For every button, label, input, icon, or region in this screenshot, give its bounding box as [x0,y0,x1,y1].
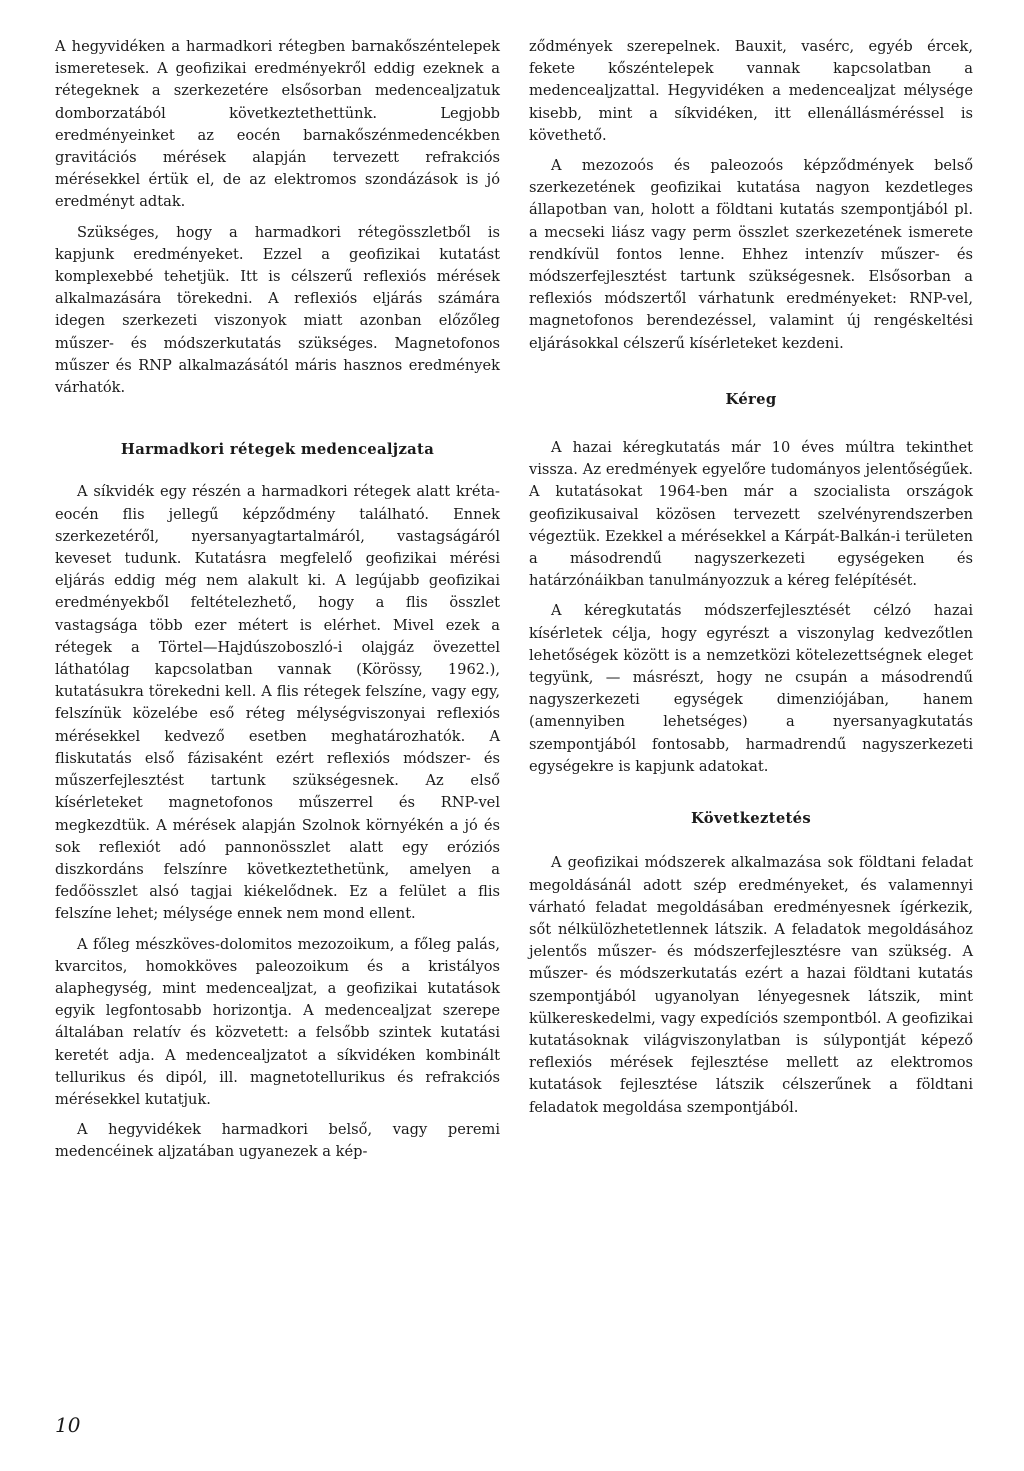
paragraph-right-4: A kéregkutatás módszerfejlesztését célzó hazai kísérletek célja, hogy egyrészt a viszonylag kedvezőtlen lehetőségek között is a nemzetközi kötelezettségnek eleget tegyünk, — másrészt, hogy ne csupán a másodrendű nagyszerkezeti egységek dimenziójában, hanem (amennyiben lehetséges) a nyersanyagkutatás szempontjából fontosabb, harmadrendű nagyszerkezeti egységekre is kapjunk adatokat. [529,602,973,775]
paragraph-left-1: A hegyvidéken a harmadkori rétegben barnakőszéntelepek ismeretesek. A geofizikai eredményekről eddig ezeknek a rétegeknek a szerkezetére elsősorban medencealjzatuk domborzatából következtethettünk. Legjobb eredményeinket az eocén barnakőszénmedencékben gravitációs mérések alapján tervezett refrakciós mérésekkel értük el, de az elektromos szondázások is jó eredményt adtak. [55,38,500,211]
paragraph-left-2: Szükséges, hogy a harmadkori rétegösszletből is kapjunk eredményeket. Ezzel a geofizikai kutatást komplexebbé tehetjük. Itt is célszerű reflexiós mérések alkalmazására törekedni. A reflexiós eljárás számára idegen szerkezeti viszonyok miatt azonban előzőleg műszer- és módszerkutatás szükséges. Magnetofonos műszer és RNP alkalmazásától máris hasznos eredmények várhatók. [55,223,500,397]
paragraph-right-1: ződmények szerepelnek. Bauxit, vasérc, egyéb ércek, fekete kőszéntelepek vannak kapcsolatban a medencealjzattal. Hegyvidéken a medencealjzat mélysége kisebb, mint a síkvidéken, itt ellenállásméréssel is követhető. [529,38,973,144]
page-number: 10 [55,1413,81,1437]
paragraph-left-5: A hegyvidékek harmadkori belső, vagy peremi medencéinek aljzatában ugyanezek a kép- [55,1121,500,1161]
right-column [529,36,973,1119]
section-heading-kereg: Kéreg [725,390,777,408]
paragraph-left-4: A főleg mészköves-dolomitos mezozoikum, a főleg palás, kvarcitos, homokköves paleozoikum és a kristályos alaphegység, mint medencealjzat, a geofizikai kutatások egyik legfontosabb horizontja. A medencealjzat szerepe általában relatív és közvetett: a felsőbb szintek kutatási keretét adja. A medencealjzatot a síkvidéken kombinált tellurikus és dipól, ill. magnetotellurikus és refrakciós mérésekkel kutatjuk. [55,935,500,1108]
paragraph-right-3: A hazai kéregkutatás már 10 éves múltra tekinthet vissza. Az eredmények egyelőre tudományos jelentőségűek. A kutatásokat 1964-ben már a szocialista országok geofizikusaival közösen tervezett szelvényrendszerben végeztük. Ezekkel a mérésekkel a Kárpát-Balkán-i területen a másodrendű nagyszerkezeti egységeken és határzónáikban tanulmányozzuk a kéreg felépítését. [529,439,973,590]
left-column [55,36,500,1164]
section-heading-kovetkeztetes: Következtetés [690,810,812,828]
section-heading-medencealjzat: Harmadkori rétegek medencealjzata [120,441,435,459]
paragraph-right-2: A mezozoós és paleozoós képződmények belső szerkezetének geofizikai kutatása nagyon kezdetleges állapotban van, holott a földtani kutatás szempontjából pl. a mecseki liász vagy perm összlet szerkezetének ismerete rendkívül fontos lenne. Ehhez intenzív műszer- és módszerfejlesztést tartunk szükségesnek. Elsősorban a reflexiós módszertől várhatunk eredményeket: RNP-vel, magnetofonos berendezéssel, valamint új rengéskeltési eljárásokkal célszerű kísérleteket kezdeni. [529,157,973,352]
paragraph-right-5: A geofizikai módszerek alkalmazása sok földtani feladat megoldásánál adott szép eredményeket, és valamennyi várható feladat megoldásában eredményesnek ígérkezik, sőt nélkülözhetetlennek látszik. A feladatok megoldásához jelentős műszer- és módszerfejlesztésre van szükség. A műszer- és módszerkutatás ezért a hazai földtani kutatás szempontjából ugyanolyan lényegesnek látszik, mint külkereskedelmi, vagy expedíciós szempontból. A geofizikai kutatásoknak világviszonylatban is súlypontját képező reflexiós mérések fejlesztése mellett az elektromos kutatások fejlesztése látszik célszerűnek a földtani feladatok megoldása szempontjából. [529,854,973,1116]
paragraph-left-3: A síkvidék egy részén a harmadkori rétegek alatt kréta-eocén flis jellegű képződmény található. Ennek szerkezetéről, nyersanyagtartalmáról, vastagságáról keveset tudunk. Kutatásra megfelelő geofizikai mérési eljárás eddig még nem alakult ki. A legújabb geofizikai eredményekből feltételezhető, hogy a flis összlet vastagsága több ezer métert is elérhet. Mivel ezek a rétegek a Törtel—Hajdúszoboszló-i olajgáz övezettel láthatólag kapcsolatban vannak (Körössy, 1962.), kutatásukra törekedni kell. A flis rétegek felszíne, vagy egy, felszínük közelébe eső réteg mélységviszonyai reflexiós mérésekkel kedvező esetben meghatározhatók. A fliskutatás első fázisaként ezért reflexiós módszer- és műszerfejlesztést tartunk szükségesnek. Az első kísérleteket magnetofonos műszerrel és RNP-vel megkezdtük. A mérések alapján Szolnok környékén a jó és sok reflexiót adó pannonösszlet alatt egy eróziós diszkordáns felszínre következtethetünk, amelyen a fedőösszlet alsó tagjai kiékelődnek. Ez a felület a flis felszíne lehet; mélysége ennek nem mond ellent. [55,483,500,923]
